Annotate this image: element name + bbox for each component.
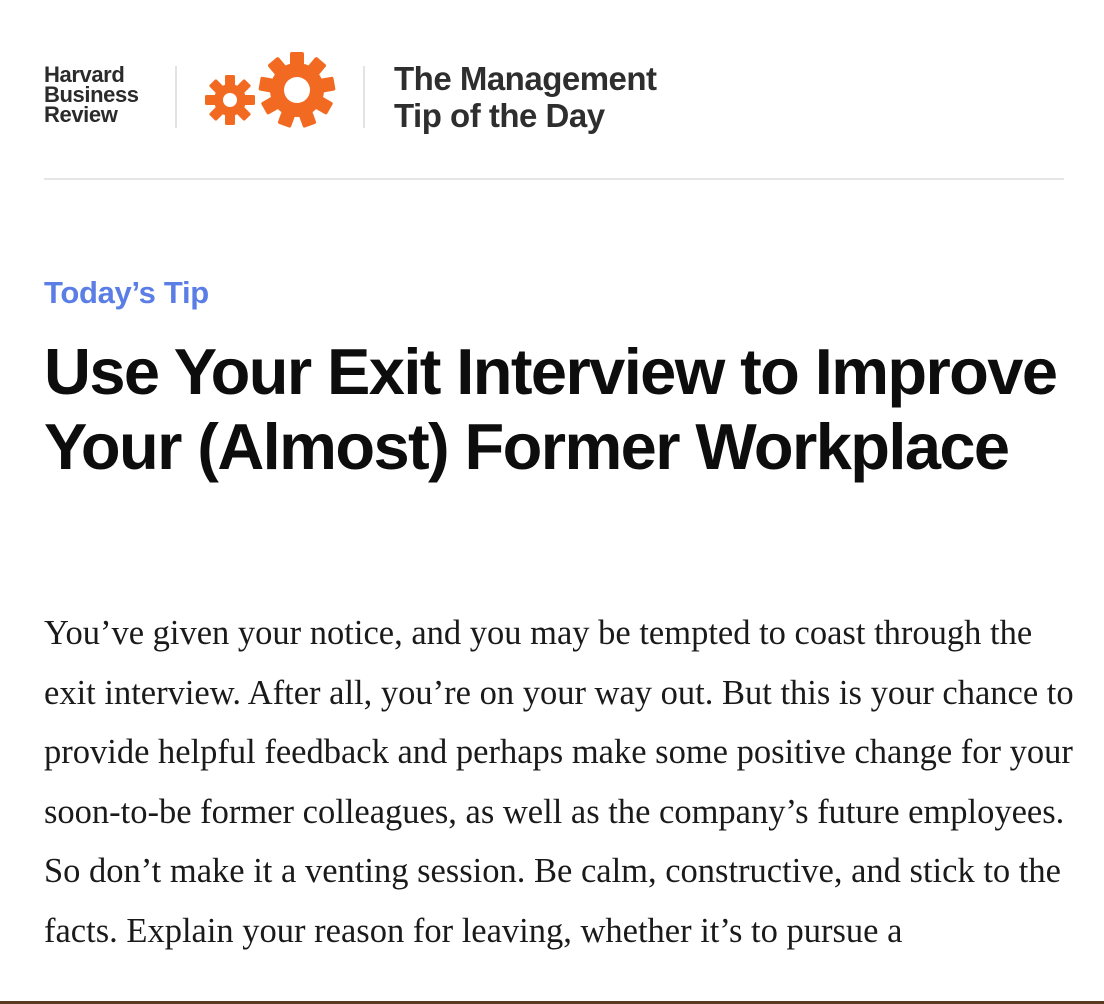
newsletter-title[interactable] — [394, 60, 657, 134]
logo-line-3: Review — [44, 102, 118, 127]
tip-body-text: You’ve given your notice, and you may be tempted to coast through the exit interview. After all, you’re on your way out. But this is your chance to provide helpful feedback and perhaps make some positive change for your soon-to-be former colleagues, as well as the company’s future employees. So don’t make it a venting session. Be calm, constructive, and stick to the facts. Explain your reason for leaving, whether it’s to pursue a — [44, 614, 1074, 950]
hbr-logo[interactable] — [44, 62, 139, 127]
newsletter-title-line-1: The Management — [394, 60, 657, 97]
gears-icon — [202, 48, 340, 132]
logo-line-1: Harvard — [44, 62, 125, 87]
header-divider — [363, 66, 365, 128]
newsletter-title-line-2: Tip of the Day — [394, 97, 605, 134]
tip-headline[interactable]: Use Your Exit Interview to Improve Your (Almost) Former Workplace — [44, 335, 1057, 483]
logo-line-2: Business — [44, 82, 139, 107]
todays-tip-label: Today’s Tip — [44, 275, 209, 310]
header-divider — [175, 66, 177, 128]
email-header — [44, 48, 1064, 180]
